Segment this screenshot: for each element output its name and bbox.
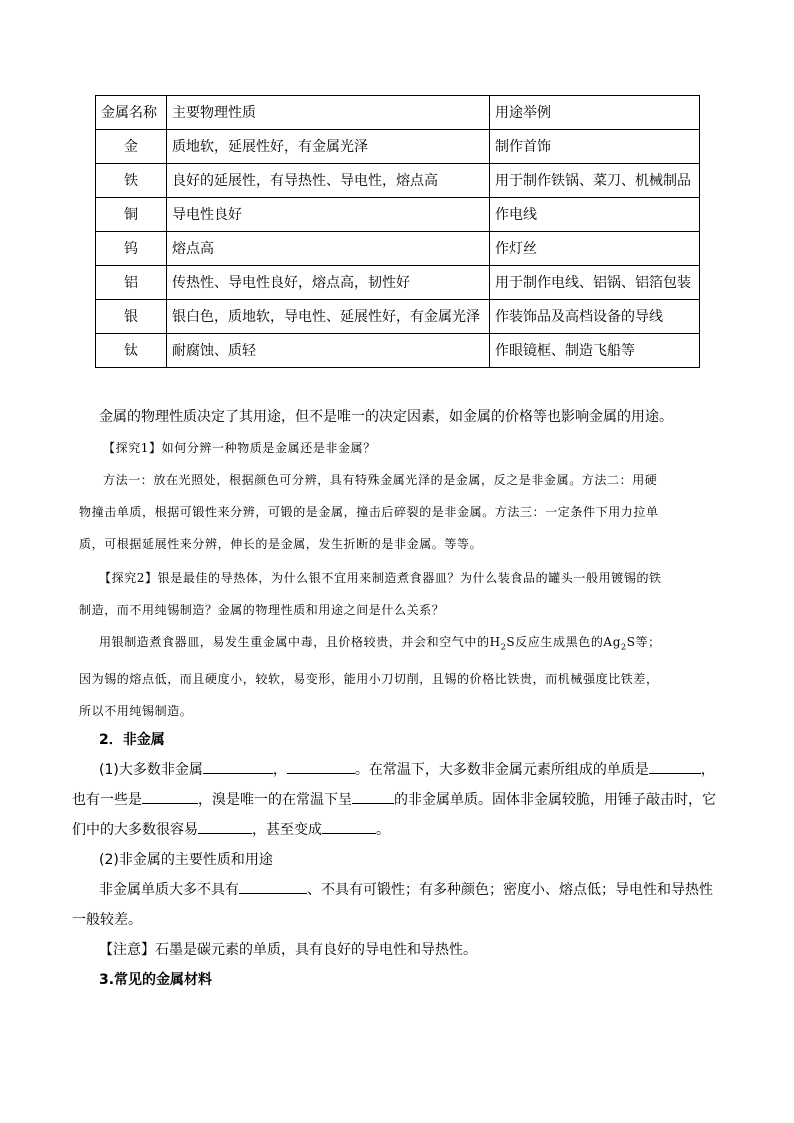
section-2 <box>72 725 739 995</box>
fill-blank[interactable] <box>203 759 273 774</box>
table-cell: 钛 <box>96 334 167 368</box>
explore-2-question-line: 【探究2】银是最佳的导热体，为什么银不宜用来制造煮食器皿？为什么装食品的罐头一般用镀锡的铁 <box>99 571 662 585</box>
explore-2-question-line: 制造，而不用纯锡制造？金属的物理性质和用途之间是什么关系？ <box>79 603 445 617</box>
table-cell: 作装饰品及高档设备的导线 <box>490 300 700 334</box>
table-row <box>96 130 700 164</box>
table-cell: 作眼镜框、制造飞船等 <box>490 334 700 368</box>
table-header-row <box>96 96 700 130</box>
table-cell: 熔点高 <box>167 232 490 266</box>
table-cell: 耐腐蚀、质轻 <box>167 334 490 368</box>
table-cell: 作电线 <box>490 198 700 232</box>
table-header-cell: 金属名称 <box>96 96 167 130</box>
table-cell: 良好的延展性，有导热性、导电性，熔点高 <box>167 164 490 198</box>
table-header-cell: 用途举例 <box>490 96 700 130</box>
table-cell: 钨 <box>96 232 167 266</box>
table-cell: 传热性、导电性良好，熔点高，韧性好 <box>167 266 490 300</box>
fill-blank[interactable] <box>287 759 355 774</box>
fill-blank[interactable] <box>239 879 307 894</box>
intro-paragraph: 金属的物理性质决定了其用途，但不是唯一的决定因素，如金属的价格等也影响金属的用途。 <box>99 409 673 425</box>
explore-2-answer-line: 所以不用纯锡制造。 <box>79 704 193 719</box>
table-row <box>96 300 700 334</box>
table-header-cell: 主要物理性质 <box>167 96 490 130</box>
table-cell: 用于制作铁锅、菜刀、机械制品 <box>490 164 700 198</box>
section-3-title: 3.常见的金属材料 <box>99 972 213 988</box>
explore-2-answer-line: 因为锡的熔点低，而且硬度小，较软，易变形，能用小刀切削，且锡的价格比铁贵，而机械强度比铁差， <box>79 672 659 687</box>
table-cell: 作灯丝 <box>490 232 700 266</box>
fill-blank[interactable] <box>322 819 376 834</box>
table-cell: 铝 <box>96 266 167 300</box>
fill-blank[interactable] <box>198 819 252 834</box>
section-2-title: 2．非金属 <box>99 732 165 748</box>
table-cell: 银白色，质地软，导电性、延展性好，有金属光泽 <box>167 300 490 334</box>
table-cell: 银 <box>96 300 167 334</box>
table-cell: 导电性良好 <box>167 198 490 232</box>
table-row <box>96 232 700 266</box>
table-cell: 铁 <box>96 164 167 198</box>
section-2-para-2-line: 一般较差。 <box>72 912 142 928</box>
fill-blank[interactable] <box>352 789 394 804</box>
section-2-para-2-line: 非金属单质大多不具有 、不具有可锻性；有多种颜色；密度小、熔点低；导电性和导热性 <box>99 875 739 905</box>
section-2-subtitle: (2)非金属的主要性质和用途 <box>99 852 273 868</box>
table-cell: 制作首饰 <box>490 130 700 164</box>
table-row <box>96 334 700 368</box>
explore-2 <box>79 562 719 727</box>
table-cell: 质地软，延展性好，有金属光泽 <box>167 130 490 164</box>
explore-1-question: 【探究1】如何分辨一种物质是金属还是非金属？ <box>103 441 376 455</box>
metal-properties-table <box>95 95 700 368</box>
table-cell: 用于制作电线、铝锅、铝箔包装 <box>490 266 700 300</box>
section-2-para-1-line: 也有一些是 ，溴是唯一的在常温下呈 的非金属单质。固体非金属较脆，用锤子敲击时，它 <box>72 785 739 815</box>
explore-1-answer-line: 方法一：放在光照处，根据颜色可分辨，具有特殊金属光泽的是金属，反之是非金属。方法二：用硬 <box>103 473 658 487</box>
explore-1-answer-line: 质，可根据延展性来分辨，伸长的是金属，发生折断的是非金属。等等。 <box>79 537 483 551</box>
section-2-para-1-line: 们中的大多数很容易 ，甚至变成 。 <box>72 815 739 845</box>
fill-blank[interactable] <box>649 759 701 774</box>
explore-1-answer-line: 物撞击单质，根据可锻性来分辨，可锻的是金属，撞击后碎裂的是非金属。方法三：一定条件下用力拉单 <box>79 505 659 519</box>
table-cell: 金 <box>96 130 167 164</box>
explore-1 <box>79 432 719 560</box>
note: 【注意】石墨是碳元素的单质，具有良好的导电性和导热性。 <box>99 942 477 958</box>
table-row <box>96 266 700 300</box>
table-row <box>96 164 700 198</box>
fill-blank[interactable] <box>142 789 198 804</box>
explore-2-answer-line: 用银制造煮食器皿，易发生重金属中毒，且价格较贵，并会和空气中的$H_2S$反应生成黑色的$Ag_2S$等； <box>99 635 661 652</box>
table-row <box>96 198 700 232</box>
section-2-para-1-line: (1)大多数非金属 ， 。在常温下，大多数非金属元素所组成的单质是 ， <box>99 755 739 785</box>
table-cell: 铜 <box>96 198 167 232</box>
